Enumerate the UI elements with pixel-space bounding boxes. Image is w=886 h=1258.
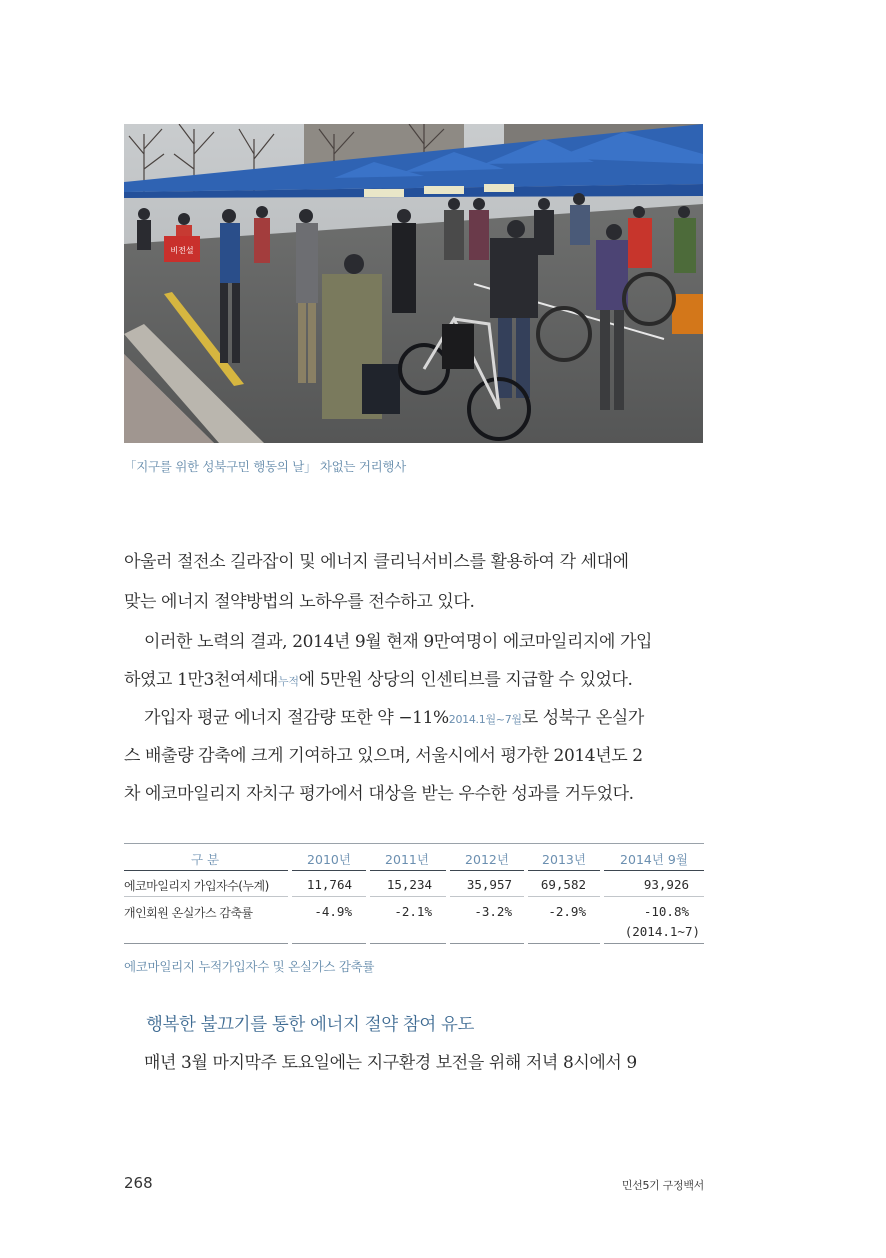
table-bottom-rule — [292, 943, 366, 944]
table-bottom-rule — [528, 943, 600, 944]
body-line-2: 맞는 에너지 절약방법의 노하우를 전수하고 있다. — [124, 592, 475, 612]
table-cell: 69,582 — [540, 877, 586, 892]
body-paragraphs — [124, 550, 704, 810]
table-bottom-rule — [450, 943, 524, 944]
section-paragraph — [124, 1051, 704, 1075]
table-cell: -2.9% — [548, 904, 586, 919]
header-rule — [124, 870, 288, 871]
table-top-rule — [124, 843, 704, 844]
body-line-3: 이러한 노력의 결과, 2014년 9월 현재 9만여명이 에코마일리지에 가입 — [144, 632, 653, 652]
table-bottom-rule — [370, 943, 446, 944]
body-line-5-end: 로 성북구 온실가 — [521, 708, 644, 728]
row-rule — [124, 896, 288, 897]
body-line-6: 스 배출량 감축에 크게 기여하고 있으며, 서울시에서 평가한 2014년도 2 — [124, 746, 643, 766]
table-cell: 15,234 — [386, 877, 432, 892]
table-header-2014: 2014년 9월 — [620, 852, 688, 867]
table-row-2-label: 개인회원 온실가스 감축률 — [124, 906, 253, 920]
body-line-7: 차 에코마일리지 자치구 평가에서 대상을 받는 우수한 성과를 거두었다. — [124, 784, 634, 804]
cumulative-note: 누적 — [278, 675, 299, 688]
row-rule — [450, 896, 524, 897]
table-cell: 11,764 — [306, 877, 352, 892]
body-line-4-start: 하였고 1만3천여세대 — [124, 670, 279, 690]
section-heading: 행복한 불끄기를 통한 에너지 절약 참여 유도 — [146, 1015, 475, 1035]
row-rule — [292, 896, 366, 897]
table-cell: -4.9% — [314, 904, 352, 919]
table-cell: 35,957 — [466, 877, 512, 892]
book-title: 민선5기 구정백서 — [621, 1179, 704, 1192]
table-cell: -10.8% — [643, 904, 689, 919]
table-header-2011: 2011년 — [385, 852, 429, 867]
header-rule — [528, 870, 600, 871]
table-row-1-label: 에코마일리지 가입자수(누계) — [124, 879, 269, 893]
page-number: 268 — [124, 1174, 153, 1192]
row-rule — [604, 896, 704, 897]
table-cell-note: (2014.1~7) — [624, 924, 700, 939]
row-rule — [528, 896, 600, 897]
vest-sign-text: 비전설 — [170, 246, 194, 255]
body-line-4-end: 에 5만원 상당의 인센티브를 지급할 수 있었다. — [298, 670, 633, 690]
table-cell: 93,926 — [643, 877, 689, 892]
header-rule — [604, 870, 704, 871]
row-rule — [370, 896, 446, 897]
table-caption: 에코마일리지 누적가입자수 및 온실가스 감축률 — [124, 959, 375, 974]
street-event-image — [124, 124, 703, 443]
table-cell: -2.1% — [394, 904, 432, 919]
body-line-4 — [124, 670, 633, 692]
table-header-2010: 2010년 — [307, 852, 351, 867]
table-cell: -3.2% — [474, 904, 512, 919]
table-header-category: 구 분 — [190, 852, 220, 867]
header-rule — [450, 870, 524, 871]
body-line-1: 아울러 절전소 길라잡이 및 에너지 클리닉서비스를 활용하여 각 세대에 — [124, 552, 629, 572]
period-note: 2014.1월~7월 — [448, 713, 522, 726]
header-rule — [370, 870, 446, 871]
event-photo — [124, 124, 703, 443]
table-header-2013: 2013년 — [542, 852, 586, 867]
photo-caption: 「지구를 위한 성북구민 행동의 날」 차없는 거리행사 — [124, 459, 406, 474]
table-bottom-rule — [124, 943, 288, 944]
section-line-1: 매년 3월 마지막주 토요일에는 지구환경 보전을 위해 저녁 8시에서 9 — [144, 1053, 637, 1073]
header-rule — [292, 870, 366, 871]
body-line-5 — [144, 708, 644, 730]
body-line-5-start: 가입자 평균 에너지 절감량 또한 약 −11% — [144, 708, 449, 728]
table-bottom-rule — [604, 943, 704, 944]
eco-mileage-table — [124, 843, 704, 945]
table-header-2012: 2012년 — [465, 852, 509, 867]
